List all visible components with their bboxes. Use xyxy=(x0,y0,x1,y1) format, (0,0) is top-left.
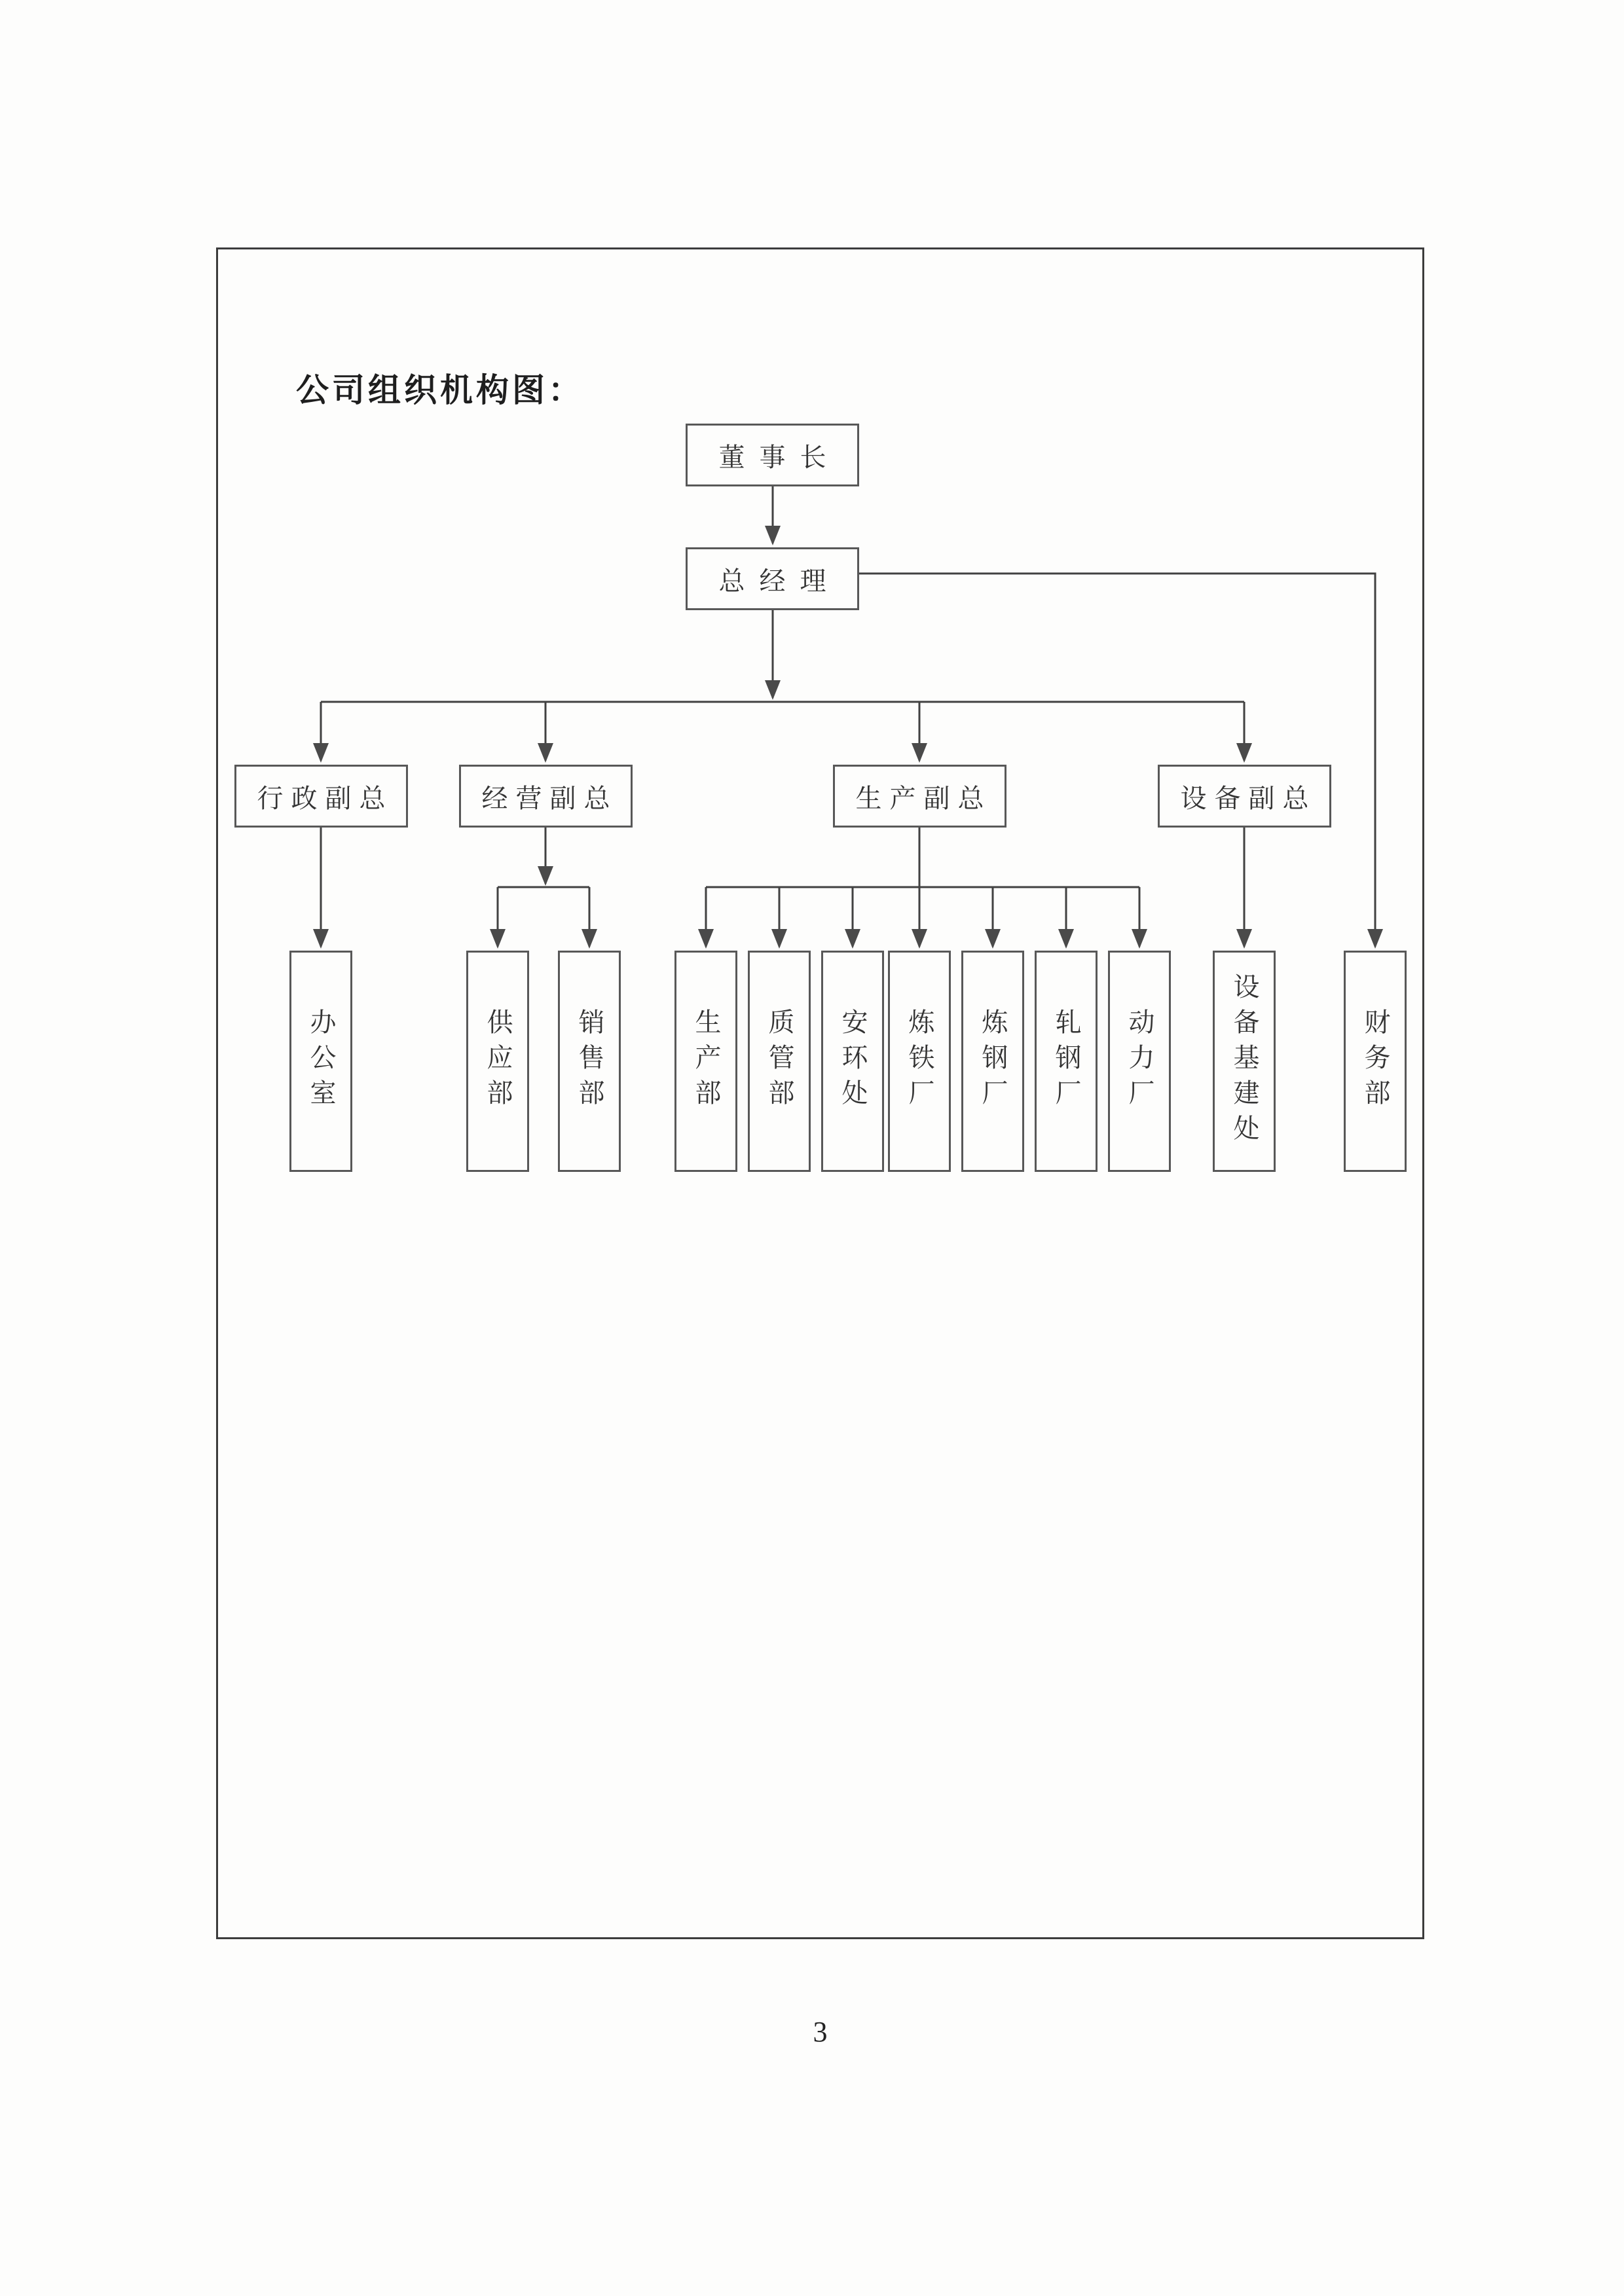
org-node-deputy-operations-label: 经营副总 xyxy=(481,783,618,813)
org-node-deputy-admin-label: 行政副总 xyxy=(257,783,394,813)
org-node-quality-dept-label: 质管部 xyxy=(765,1008,794,1114)
org-node-deputy-operations xyxy=(459,765,633,828)
org-node-general-manager xyxy=(686,547,859,610)
org-node-general-manager-label: 总经理 xyxy=(718,566,841,596)
page-title: 公司组织机构图： xyxy=(296,372,584,409)
org-node-safety-env-office xyxy=(821,951,884,1172)
org-node-production-dept xyxy=(674,951,737,1172)
org-node-deputy-admin xyxy=(234,765,408,828)
org-node-office-label: 办公室 xyxy=(306,1008,336,1114)
org-node-quality-dept xyxy=(748,951,811,1172)
connector-gm-to-deputies xyxy=(321,610,1244,761)
connector-gm-to-finance xyxy=(859,574,1375,947)
org-node-equipment-infrastructure-office-label: 设备基建处 xyxy=(1230,973,1259,1150)
connector-operations-to-depts xyxy=(498,828,589,947)
org-node-deputy-production-label: 生产副总 xyxy=(855,783,992,813)
org-node-rolling-plant-label: 轧钢厂 xyxy=(1052,1008,1081,1114)
connector-production-to-depts xyxy=(706,828,1139,947)
org-node-iron-plant xyxy=(888,951,951,1172)
org-node-sales-dept xyxy=(558,951,621,1172)
org-node-iron-plant-label: 炼铁厂 xyxy=(905,1008,934,1114)
page-number: 3 xyxy=(813,2016,828,2048)
org-node-production-dept-label: 生产部 xyxy=(692,1008,721,1114)
org-node-power-plant-label: 动力厂 xyxy=(1125,1008,1154,1114)
org-node-deputy-equipment-label: 设备副总 xyxy=(1180,783,1317,813)
org-node-safety-env-office-label: 安环处 xyxy=(838,1008,868,1114)
org-node-chairman xyxy=(686,424,859,486)
org-node-supply-dept-label: 供应部 xyxy=(483,1008,513,1114)
org-node-sales-dept-label: 销售部 xyxy=(575,1008,604,1114)
org-node-steel-plant xyxy=(961,951,1024,1172)
org-node-power-plant xyxy=(1108,951,1171,1172)
org-node-supply-dept xyxy=(466,951,529,1172)
org-node-deputy-equipment xyxy=(1158,765,1331,828)
org-node-office xyxy=(289,951,352,1172)
org-node-steel-plant-label: 炼钢厂 xyxy=(978,1008,1008,1114)
org-node-deputy-production xyxy=(833,765,1006,828)
org-node-finance-dept xyxy=(1344,951,1407,1172)
org-node-equipment-infrastructure-office xyxy=(1213,951,1276,1172)
org-node-chairman-label: 董事长 xyxy=(718,442,841,472)
org-node-rolling-plant xyxy=(1035,951,1098,1172)
org-node-finance-dept-label: 财务部 xyxy=(1361,1008,1390,1114)
